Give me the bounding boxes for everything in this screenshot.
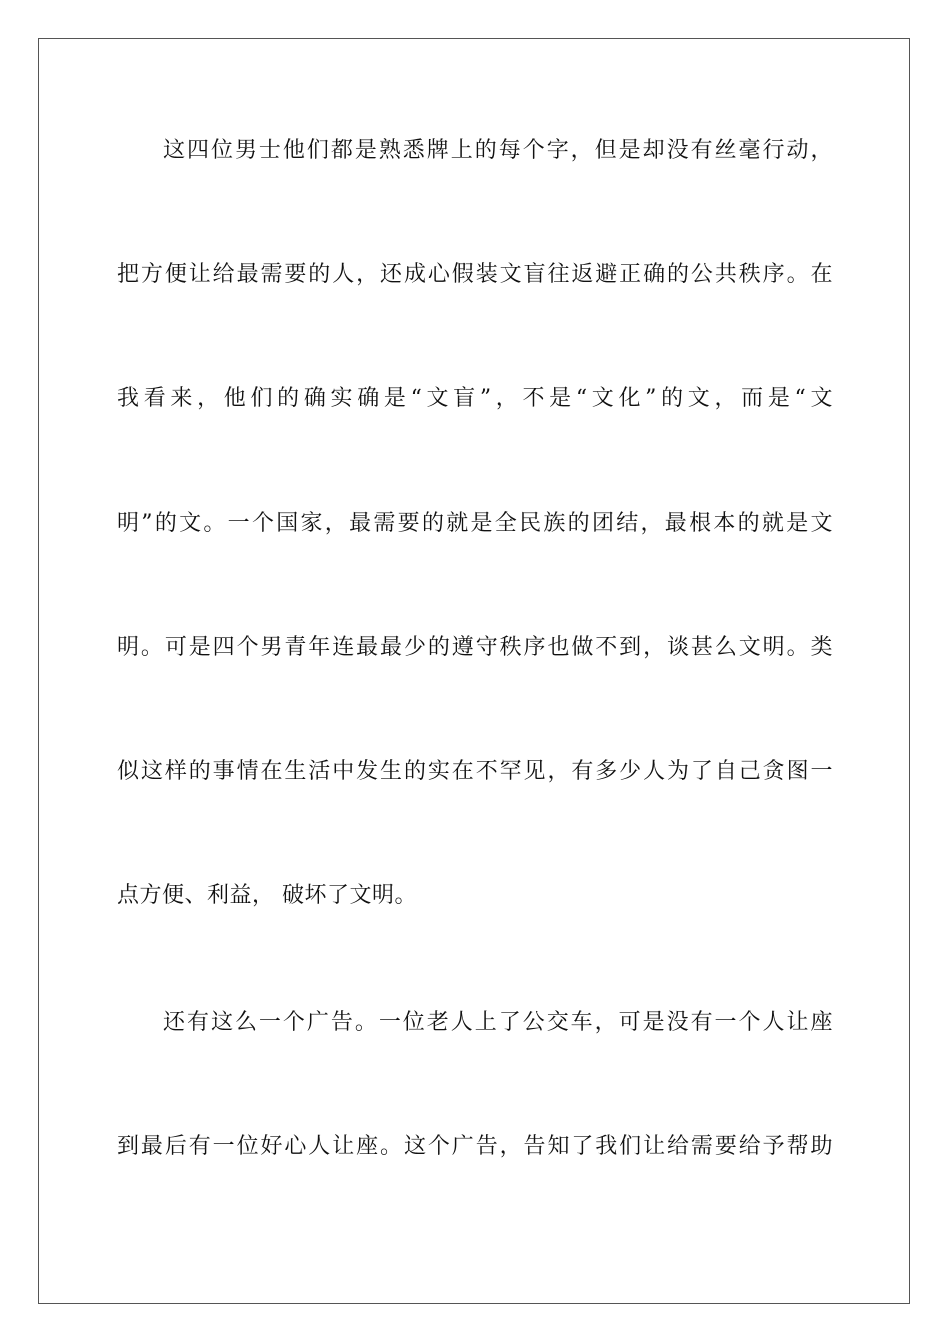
text-line: 明。可是四个男青年连最最少的遵守秩序也做不到，谈甚么文明。类: [117, 635, 833, 660]
text-line: 明”的文。一个国家，最需要的就是全民族的团结，最根本的就是文: [117, 511, 833, 536]
text-line: 把方便让给最需要的人，还成心假装文盲往返避正确的公共秩序。在: [117, 262, 833, 287]
page-border: [38, 38, 910, 1304]
text-line: 这四位男士他们都是熟悉牌上的每个字，但是却没有丝毫行动，: [163, 138, 833, 163]
text-line: 似这样的事情在生活中发生的实在不罕见，有多少人为了自己贪图一: [117, 759, 833, 784]
text-line: 我看来，他们的确实确是“文盲”，不是“文化”的文，而是“文: [117, 386, 833, 411]
text-line: 到最后有一位好心人让座。这个广告，告知了我们让给需要给予帮助: [117, 1134, 833, 1159]
text-line: 还有这么一个广告。一位老人上了公交车，可是没有一个人让座: [163, 1010, 833, 1035]
text-line: 点方便、利益， 破坏了文明。: [117, 883, 417, 908]
